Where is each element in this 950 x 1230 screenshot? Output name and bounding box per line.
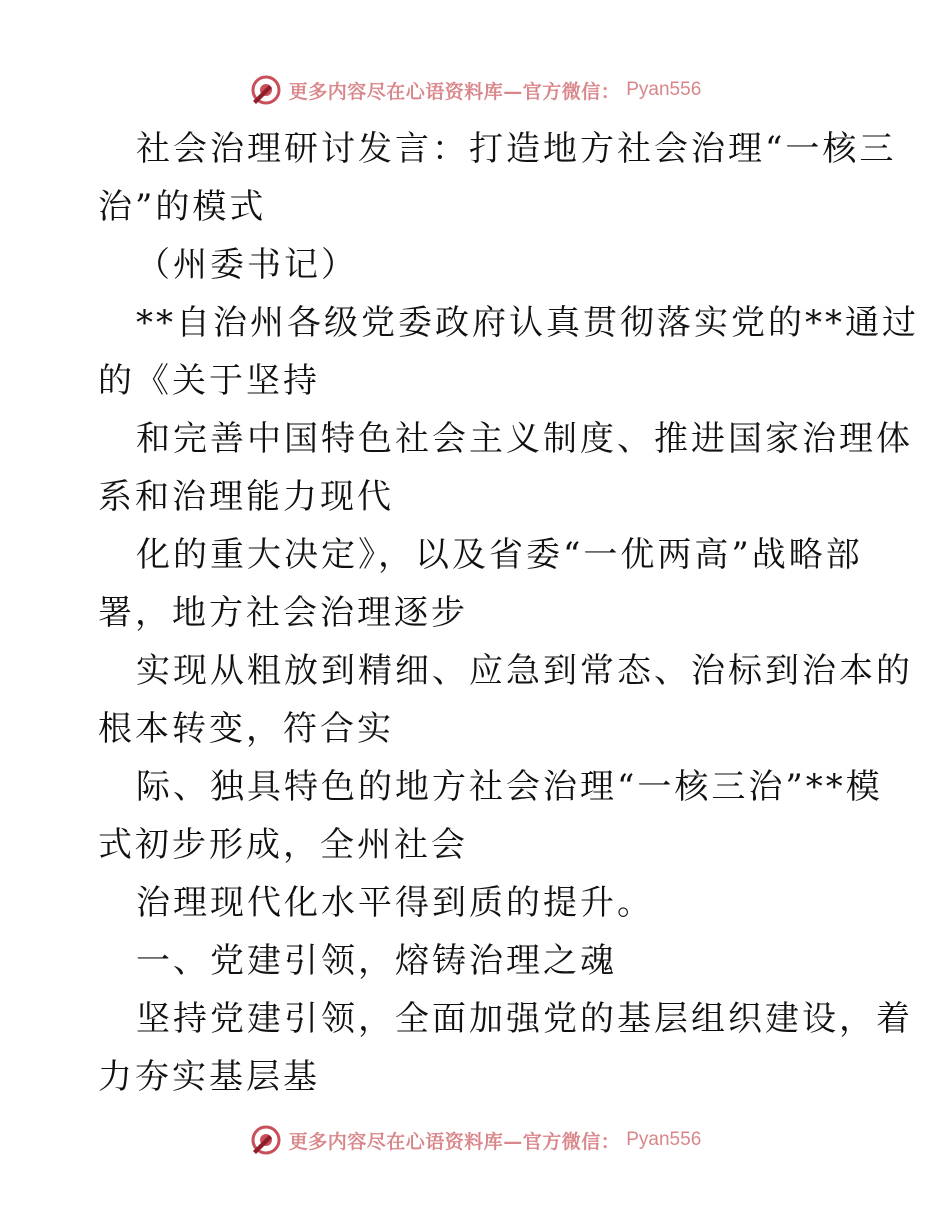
title-line-2: 治”的模式 [98, 187, 267, 227]
red-pen-circle-logo-icon [249, 1123, 283, 1157]
footer-banner [0, 1120, 950, 1160]
paragraph-line: 式初步形成，全州社会 [98, 825, 468, 865]
banner-slogan: 更多内容尽在心语资料库—官方微信： [288, 1130, 621, 1153]
document-body [98, 120, 919, 1106]
paragraph-line: 署，地方社会治理逐步 [98, 593, 468, 633]
paragraph-line: 和完善中国特色社会主义制度、推进国家治理体 [136, 419, 913, 459]
paragraph-line: 的《关于坚持 [98, 361, 320, 401]
banner-slogan: 更多内容尽在心语资料库—官方微信： [288, 80, 621, 103]
banner-wechat-id: Pyan556 [626, 1129, 702, 1150]
paragraph-line: 坚持党建引领，全面加强党的基层组织建设，着 [136, 999, 913, 1039]
paragraph-line: 力夯实基层基 [98, 1057, 320, 1097]
paragraph-line: 化的重大决定》，以及省委“一优两高”战略部 [136, 535, 863, 575]
paragraph-line: **自治州各级党委政府认真贯彻落实党的**通过 [136, 303, 919, 343]
section-heading: 一、党建引领，熔铸治理之魂 [136, 941, 617, 981]
author-line: （州委书记） [136, 245, 358, 285]
header-banner [0, 70, 950, 110]
red-pen-circle-logo-icon [249, 73, 283, 107]
paragraph-line: 际、独具特色的地方社会治理“一核三治”**模 [136, 767, 883, 807]
paragraph-line: 实现从粗放到精细、应急到常态、治标到治本的 [136, 651, 913, 691]
banner-wechat-id: Pyan556 [626, 79, 702, 100]
title-line-1: 社会治理研讨发言：打造地方社会治理“一核三 [136, 129, 897, 169]
paragraph-line: 根本转变，符合实 [98, 709, 394, 749]
paragraph-line: 系和治理能力现代 [98, 477, 394, 517]
paragraph-line: 治理现代化水平得到质的提升。 [136, 883, 654, 923]
